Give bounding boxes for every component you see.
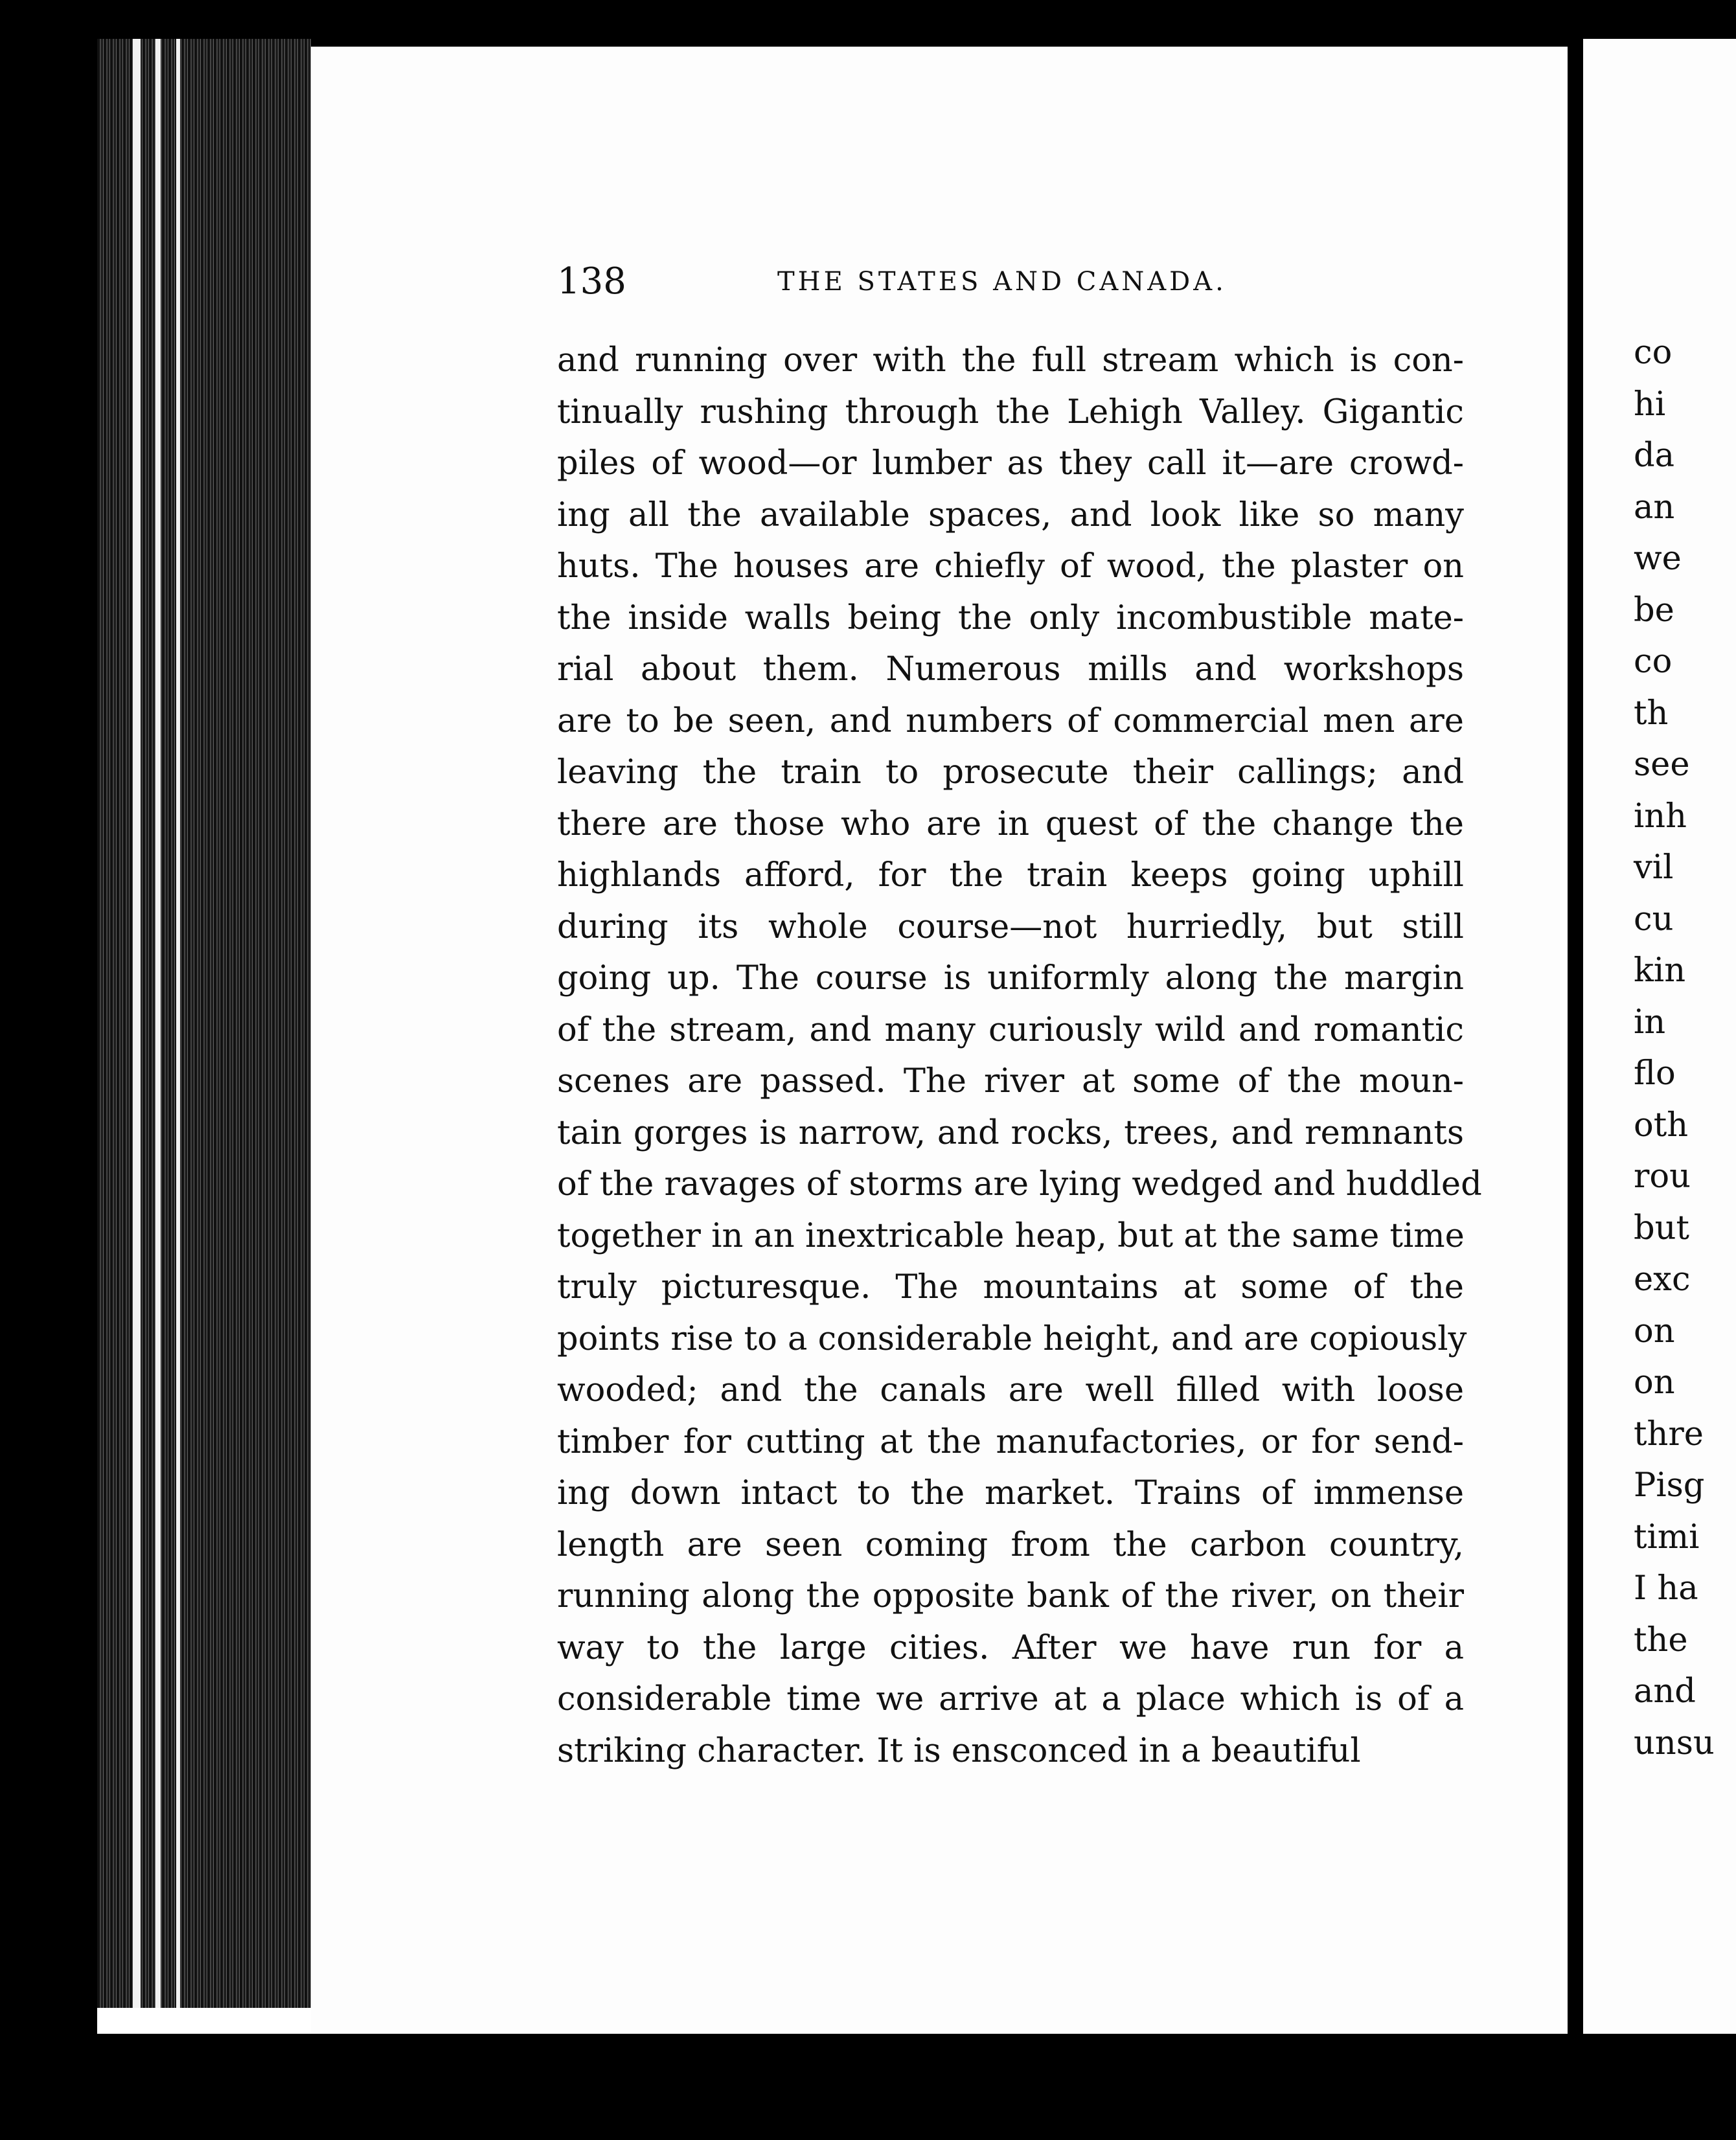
facing-text-fragment: on	[1634, 1363, 1675, 1402]
facing-text-fragment: I ha	[1634, 1569, 1698, 1608]
text-line: running along the opposite bank of the river, on their	[557, 1577, 1464, 1615]
page-header	[557, 260, 1542, 319]
facing-text-fragment: flo	[1634, 1054, 1676, 1093]
text-line: tinually rushing through the Lehigh Valley. Gigantic	[557, 393, 1464, 431]
text-line: tain gorges is narrow, and rocks, trees, and remnants	[557, 1113, 1464, 1152]
facing-text-fragment: unsu	[1634, 1724, 1715, 1762]
page-number: 138	[557, 260, 626, 302]
facing-text-fragment: timi	[1634, 1518, 1700, 1556]
text-line: striking character. It is ensconced in a beautiful	[557, 1731, 1361, 1770]
facing-text-fragment: and	[1634, 1672, 1696, 1711]
text-line: highlands afford, for the train keeps going uphill	[557, 856, 1464, 894]
scan-border-left	[0, 0, 97, 2140]
text-line: there are those who are in quest of the change the	[557, 804, 1464, 843]
page-edge-highlight	[133, 39, 141, 2008]
text-line: of the ravages of storms are lying wedged and huddled	[557, 1165, 1482, 1203]
facing-text-fragment: on	[1634, 1312, 1675, 1350]
facing-text-fragment: see	[1634, 746, 1690, 784]
facing-text-fragment: kin	[1634, 951, 1686, 990]
facing-page-text	[1634, 327, 1715, 1769]
text-line: timber for cutting at the manufactories, or for send-	[557, 1422, 1464, 1461]
facing-text-fragment: co	[1634, 643, 1673, 681]
facing-text-fragment: the	[1634, 1621, 1688, 1659]
page-edge-highlight	[155, 39, 161, 2008]
facing-text-fragment: rou	[1634, 1157, 1691, 1196]
facing-text-fragment: vil	[1634, 848, 1674, 887]
body-text	[557, 335, 1482, 1777]
text-line: rial about them. Numerous mills and workshops	[557, 650, 1464, 689]
text-line: wooded; and the canals are well filled with loose	[557, 1371, 1464, 1409]
facing-text-fragment: th	[1634, 694, 1669, 733]
facing-text-fragment: in	[1634, 1003, 1666, 1042]
text-line: together in an inextricable heap, but at the same time	[557, 1216, 1465, 1255]
facing-text-fragment: co	[1634, 334, 1673, 372]
running-head: THE STATES AND CANADA.	[777, 267, 1227, 297]
facing-text-fragment: oth	[1634, 1106, 1689, 1144]
facing-text-fragment: hi	[1634, 385, 1666, 424]
text-line: way to the large cities. After we have run for a	[557, 1628, 1464, 1667]
text-line: piles of wood—or lumber as they call it—are crowd-	[557, 444, 1464, 483]
text-line: ing all the available spaces, and look like so many	[557, 495, 1464, 534]
book-page	[311, 47, 1568, 2039]
page-edge-highlight	[176, 39, 180, 2008]
facing-text-fragment: da	[1634, 437, 1675, 475]
facing-text-fragment: exc	[1634, 1260, 1691, 1299]
facing-text-fragment: thre	[1634, 1415, 1704, 1453]
text-line: ing down intact to the market. Trains of immense	[557, 1474, 1464, 1512]
facing-text-fragment: Pisg	[1634, 1466, 1705, 1505]
facing-text-fragment: be	[1634, 591, 1674, 630]
facing-page	[1583, 39, 1736, 2034]
book-page-edges	[97, 39, 311, 2008]
text-line: going up. The course is uniformly along the margin	[557, 959, 1464, 997]
text-line: of the stream, and many curiously wild and romantic	[557, 1010, 1464, 1049]
book-gutter	[1568, 0, 1583, 2140]
facing-text-fragment: we	[1634, 540, 1682, 578]
facing-text-fragment: inh	[1634, 797, 1687, 836]
facing-text-fragment: but	[1634, 1209, 1689, 1247]
text-line: the inside walls being the only incombustible mate-	[557, 598, 1464, 637]
text-line: leaving the train to prosecute their callings; and	[557, 753, 1464, 791]
text-line: considerable time we arrive at a place which is of a	[557, 1680, 1464, 1718]
facing-text-fragment: an	[1634, 488, 1675, 527]
text-line: points rise to a considerable height, and are copiously	[557, 1319, 1467, 1358]
text-line: and running over with the full stream which is con-	[557, 341, 1464, 380]
text-line: length are seen coming from the carbon country,	[557, 1525, 1464, 1564]
text-line: truly picturesque. The mountains at some of the	[557, 1268, 1464, 1306]
text-line: are to be seen, and numbers of commercial men are	[557, 701, 1464, 740]
scan-border-bottom	[0, 2034, 1736, 2140]
text-line: huts. The houses are chiefly of wood, the plaster on	[557, 547, 1464, 586]
text-line: during its whole course—not hurriedly, but still	[557, 907, 1464, 946]
facing-text-fragment: cu	[1634, 900, 1674, 939]
text-line: scenes are passed. The river at some of the moun-	[557, 1062, 1464, 1100]
